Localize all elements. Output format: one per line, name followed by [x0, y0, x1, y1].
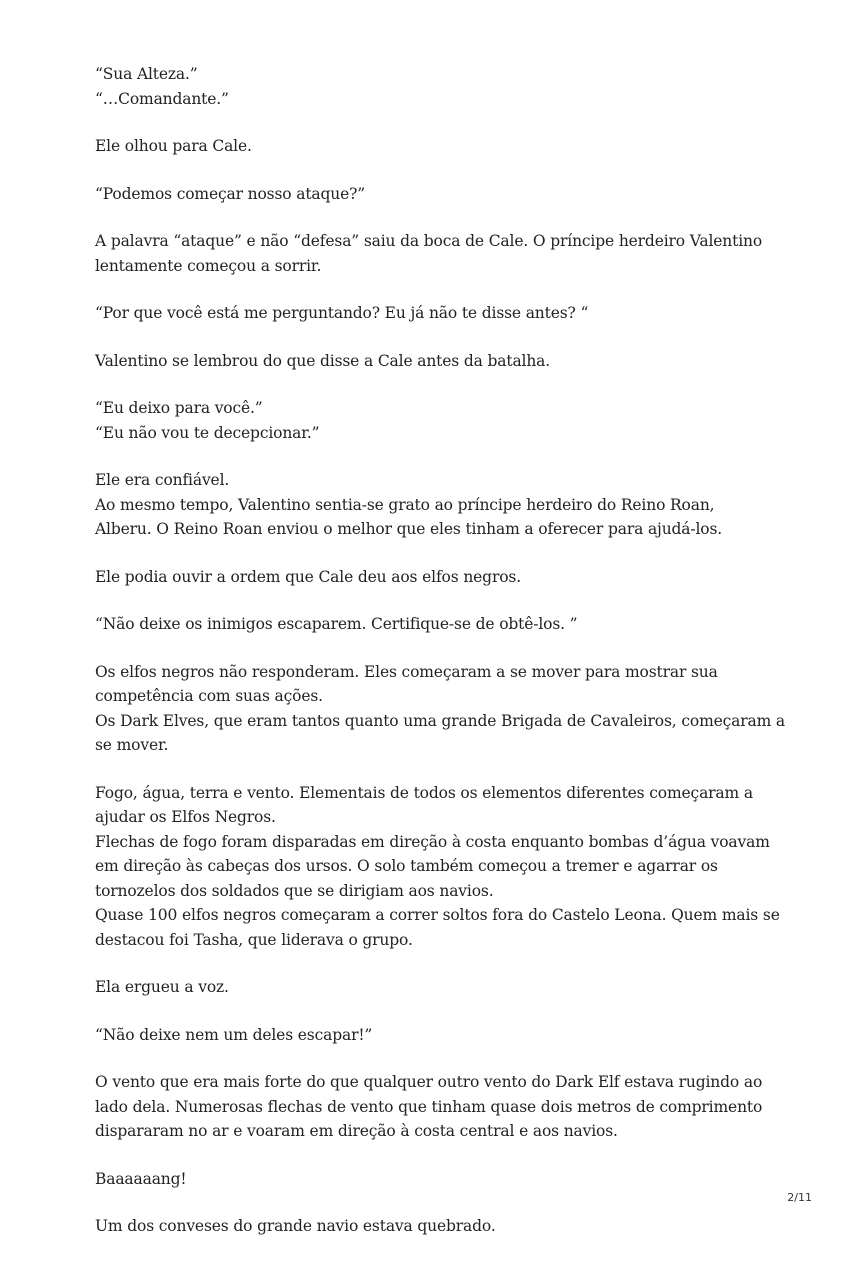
paragraph — [95, 660, 795, 758]
text-line: Flechas de fogo foram disparadas em direção à costa enquanto bombas d’água voavam — [95, 832, 770, 851]
text-line: lado dela. Numerosas flechas de vento que tinham quase dois metros de comprimento — [95, 1097, 763, 1116]
text-line: “Eu não vou te decepcionar.” — [95, 423, 320, 442]
paragraph — [95, 1214, 795, 1239]
text-line: Os Dark Elves, que eram tantos quanto uma grande Brigada de Cavaleiros, começaram a — [95, 711, 786, 730]
paragraph — [95, 565, 795, 590]
text-line: Ela ergueu a voz. — [95, 978, 229, 996]
text-line: “Eu deixo para você.” — [95, 399, 263, 417]
text-line: A palavra “ataque” e não “defesa” saiu da boca de Cale. O príncipe herdeiro Valentino — [95, 232, 763, 250]
paragraph — [95, 62, 795, 111]
paragraph — [95, 229, 795, 278]
text-line: tornozelos dos soldados que se dirigiam aos navios. — [95, 881, 494, 900]
document-body — [95, 62, 795, 1262]
page-number: 2/11 — [787, 1191, 812, 1204]
paragraph — [95, 612, 795, 637]
text-line: Os elfos negros não responderam. Eles começaram a se mover para mostrar sua — [95, 662, 718, 681]
text-line: Ele podia ouvir a ordem que Cale deu aos elfos negros. — [95, 567, 521, 586]
paragraph — [95, 781, 795, 953]
text-line: Ele era confiável. — [95, 471, 230, 489]
text-line: “Sua Alteza.” — [95, 65, 198, 83]
text-line: “…Comandante.” — [95, 89, 229, 108]
paragraph — [95, 1167, 795, 1192]
text-line: ajudar os Elfos Negros. — [95, 808, 276, 826]
paragraph — [95, 349, 795, 374]
text-line: “Não deixe os inimigos escaparem. Certifique-se de obtê-los. ” — [95, 615, 578, 633]
text-line: O vento que era mais forte do que qualquer outro vento do Dark Elf estava rugindo ao — [95, 1073, 763, 1091]
paragraph — [95, 134, 795, 159]
text-line: se mover. — [95, 736, 169, 754]
text-line: Um dos conveses do grande navio estava quebrado. — [95, 1217, 496, 1235]
paragraph — [95, 301, 795, 326]
paragraph — [95, 1023, 795, 1048]
text-line: dispararam no ar e voaram em direção à costa central e aos navios. — [95, 1122, 618, 1140]
text-line: destacou foi Tasha, que liderava o grupo. — [95, 930, 413, 949]
text-line: Baaaaaang! — [95, 1169, 187, 1188]
text-line: Fogo, água, terra e vento. Elementais de todos os elementos diferentes começaram a — [95, 783, 753, 802]
paragraph — [95, 975, 795, 1000]
paragraph — [95, 1070, 795, 1144]
text-line: Quase 100 elfos negros começaram a correr soltos fora do Castelo Leona. Quem mais se — [95, 906, 780, 924]
text-line: lentamente começou a sorrir. — [95, 256, 322, 275]
text-line: Ele olhou para Cale. — [95, 137, 252, 155]
paragraph — [95, 396, 795, 445]
text-line: Alberu. O Reino Roan enviou o melhor que eles tinham a oferecer para ajudá-los. — [95, 520, 723, 538]
text-line: Valentino se lembrou do que disse a Cale antes da batalha. — [95, 351, 551, 370]
text-line: “Por que você está me perguntando? Eu já não te disse antes? “ — [95, 304, 589, 322]
paragraph — [95, 468, 795, 542]
text-line: “Não deixe nem um deles escapar!” — [95, 1025, 373, 1044]
text-line: “Podemos começar nosso ataque?” — [95, 184, 366, 203]
text-line: competência com suas ações. — [95, 687, 323, 705]
text-line: Ao mesmo tempo, Valentino sentia-se grato ao príncipe herdeiro do Reino Roan, — [95, 495, 715, 514]
text-line: em direção às cabeças dos ursos. O solo também começou a tremer e agarrar os — [95, 857, 718, 875]
paragraph — [95, 182, 795, 207]
